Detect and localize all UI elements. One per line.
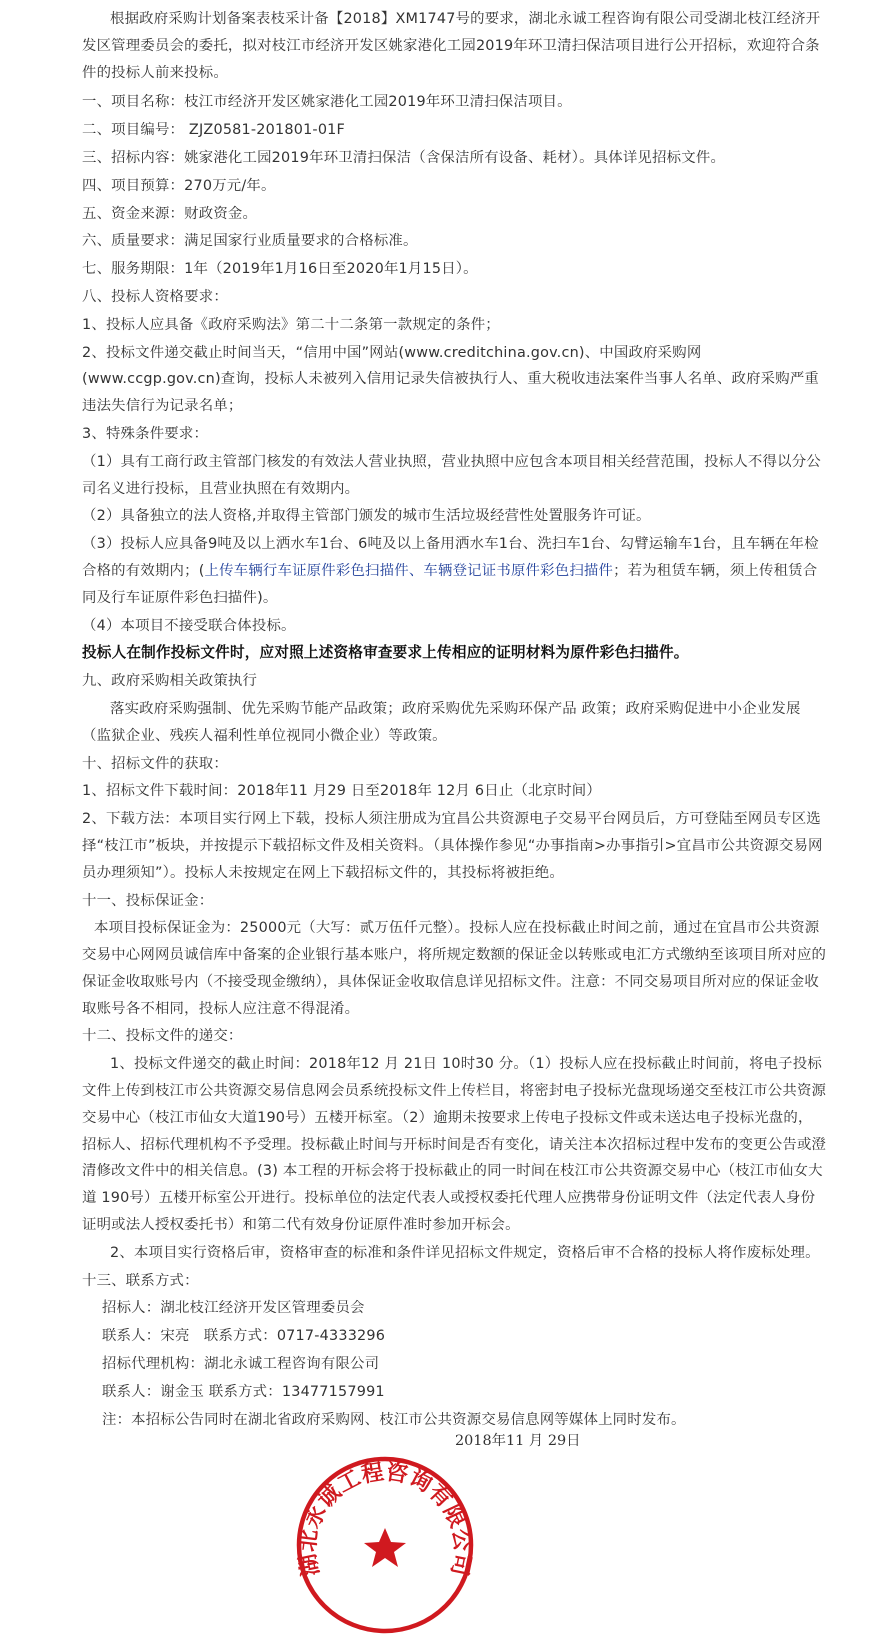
- contact-tenderer: 招标人：湖北枝江经济开发区管理委员会: [102, 1300, 365, 1317]
- section-10-heading: 十、招标文件的获取：: [82, 755, 228, 772]
- project-budget: 四、项目预算：270万元/年。: [82, 177, 276, 194]
- download-method: 2、下载方法：本项目实行网上下载，投标人须注册成为宜昌公共资源电子交易平台网员后，方可登陆至网员专区选择“枝江市”板块，并按提示下载招标文件及相关资料。（具体操作参见“办事指南>办事指引>宜昌市公共资源交易网员办理须知”）。投标人未按规定在网上下载招标文件的，其投标将被拒绝。: [82, 811, 823, 881]
- qualification-3: 3、特殊条件要求：: [82, 425, 209, 442]
- submission-deadline: 1、投标文件递交的截止时间：2018年12 月 21日 10时30 分。（1）投标人应在投标截止时间前，将电子投标文件上传到枝江市公共资源交易信息网会员系统投标文件上传栏目，将密封电子投标光盘现场递交至枝江市公共资源交易中心（枝江市仙女大道190号）五楼开标室。（2）逾期未按要求上传电子投标文件或未送达电子投标光盘的，招标人、招标代理机构不予受理。投标截止时间与开标时间是否有变化，请关注本次招标过程中发布的变更公告或澄清修改文件中的相关信息。(3) 本工程的开标会将于投标截止的同一时间在枝江市公共资源交易中心（枝江市仙女大道 190号）五楼开标室公开进行。投标单位的法定代表人或授权委托代理人应携带身份证明文件（法定代表人身份证明或法人授权委托书）和第二代有效身份证原件准时参加开标会。: [82, 1056, 827, 1234]
- project-name: 一、项目名称：枝江市经济开发区姚家港化工园2019年环卫清扫保洁项目。: [82, 94, 572, 111]
- seal-text: 湖北永诚工程咨询有限公司: [295, 1459, 475, 1579]
- section-8-heading: 八、投标人资格要求：: [82, 288, 228, 305]
- qualification-3-2: （2）具备独立的法人资格,并取得主管部门颁发的城市生活垃圾经营性处置服务许可证。: [82, 508, 651, 525]
- qualification-1: 1、投标人应具备《政府采购法》第二十二条第一款规定的条件；: [82, 316, 500, 333]
- seal-star-icon: [364, 1528, 406, 1567]
- download-time: 1、招标文件下载时间：2018年11 月29 日至2018年 12月 6日止（北京时间）: [82, 783, 601, 800]
- qualification-3-4: （4）本项目不接受联合体投标。: [82, 617, 296, 634]
- project-number: 二、项目编号： ZJZ0581-201801-01F: [82, 122, 346, 139]
- funding-source: 五、资金来源：财政资金。: [82, 205, 258, 222]
- section-9-heading: 九、政府采购相关政策执行: [82, 673, 258, 690]
- qualification-2: 2、投标文件递交截止时间当天，“信用中国”网站(www.creditchina.gov.cn)、中国政府采购网(www.ccgp.gov.cn)查询，投标人未被列入信用记录失信被执行人、重大税收违法案件当事人名单、政府采购严重违法失信行为记录名单；: [82, 344, 820, 415]
- upload-requirement-highlight: 上传车辆行车证原件彩色扫描件、车辆登记证书原件彩色扫描件: [204, 562, 614, 579]
- company-seal-stamp: [292, 1452, 478, 1638]
- intro-paragraph: 根据政府采购计划备案表枝采计备【2018】XM1747号的要求，湖北永诚工程咨询有限公司受湖北枝江经济开发区管理委员会的委托，拟对枝江市经济开发区姚家港化工园2019年环卫清扫保洁项目进行公开招标，欢迎符合条件的投标人前来投标。: [82, 11, 821, 81]
- contact-person-2: 联系人：谢金玉 联系方式：13477157991: [102, 1383, 385, 1400]
- section-12-heading: 十二、投标文件的递交：: [82, 1028, 243, 1045]
- qualification-3-3-text: （3）投标人应具备9吨及以上洒水车1台、6吨及以上备用洒水车1台、洗扫车1台、勾臂运输车1台，且车辆在年检合格的有效期内；(: [82, 536, 819, 579]
- bold-notice: 投标人在制作投标文件时，应对照上述资格审查要求上传相应的证明材料为原件彩色扫描件。: [82, 644, 689, 662]
- post-qualification: 2、本项目实行资格后审，资格审查的标准和条件详见招标文件规定，资格后审不合格的投标人将作废标处理。: [110, 1244, 820, 1261]
- qualification-3-3: [82, 531, 827, 611]
- notice-body: [82, 6, 827, 1433]
- qualification-3-3-tail: ；若为租赁车辆，须上传租赁合同及行车证原件彩色扫描件)。: [82, 562, 818, 606]
- contact-person-1: 联系人：宋亮 联系方式：0717-4333296: [102, 1328, 386, 1345]
- section-13-heading: 十三、联系方式：: [82, 1272, 199, 1289]
- publication-note: 注：本招标公告同时在湖北省政府采购网、枝江市公共资源交易信息网等媒体上同时发布。: [102, 1411, 686, 1428]
- service-period: 七、服务期限：1年（2019年1月16日至2020年1月15日）。: [82, 261, 478, 278]
- tender-content: 三、招标内容：姚家港化工园2019年环卫清扫保洁（含保洁所有设备、耗材）。具体详见招标文件。: [82, 149, 726, 166]
- contact-agency: 招标代理机构：湖北永诚工程咨询有限公司: [102, 1356, 380, 1373]
- quality-requirement: 六、质量要求：满足国家行业质量要求的合格标准。: [82, 233, 418, 250]
- policy-text: 落实政府采购强制、优先采购节能产品政策；政府采购优先采购环保产品 政策；政府采购促进中小企业发展（监狱企业、残疾人福利性单位视同小微企业）等政策。: [82, 700, 801, 744]
- notice-date: 2018年11 月 29日: [455, 1433, 581, 1449]
- qualification-3-1: （1）具有工商行政主管部门核发的有效法人营业执照，营业执照中应包含本项目相关经营范围，投标人不得以分公司名义进行投标，且营业执照在有效期内。: [82, 453, 821, 497]
- deposit-text: 本项目投标保证金为：25000元（大写：贰万伍仟元整）。投标人应在投标截止时间之前，通过在宜昌市公共资源交易中心网网员诚信库中备案的企业银行基本账户，将所规定数额的保证金以转账或电汇方式缴纳至该项目所对应的保证金收取账号内（不接受现金缴纳），具体保证金收取信息详见招标文件。注意：不同交易项目所对应的保证金收取账号各不相同，投标人应注意不得混淆。: [82, 920, 827, 1017]
- section-11-heading: 十一、投标保证金：: [82, 892, 214, 909]
